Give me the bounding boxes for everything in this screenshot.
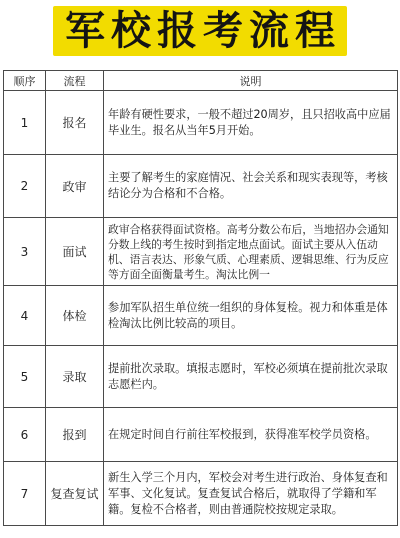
header-step: 流程: [46, 71, 104, 91]
header-order: 顺序: [4, 71, 46, 91]
row-step: 面试: [46, 218, 104, 286]
row-step: 录取: [46, 346, 104, 408]
table-row: [4, 91, 398, 155]
row-desc: 年龄有硬性要求，一般不超过20周岁，且只招收高中应届毕业生。报名从当年5月开始。: [104, 91, 398, 155]
row-order: 3: [4, 218, 46, 286]
row-order: 5: [4, 346, 46, 408]
row-order: 2: [4, 155, 46, 218]
row-step: 报到: [46, 408, 104, 462]
row-desc: 主要了解考生的家庭情况、社会关系和现实表现等，考核结论分为合格和不合格。: [104, 155, 398, 218]
row-step: 报名: [46, 91, 104, 155]
row-order: 4: [4, 286, 46, 346]
row-desc: 参加军队招生单位统一组织的身体复检。视力和体重是体检淘汰比例比较高的项目。: [104, 286, 398, 346]
table-header-row: [4, 71, 398, 91]
table-row: [4, 286, 398, 346]
row-order: 1: [4, 91, 46, 155]
table-row: [4, 155, 398, 218]
row-order: 6: [4, 408, 46, 462]
row-step: 体检: [46, 286, 104, 346]
table-row: [4, 218, 398, 286]
row-step: 复查复试: [46, 462, 104, 526]
row-step: 政审: [46, 155, 104, 218]
table-row: [4, 408, 398, 462]
table-row: [4, 462, 398, 526]
header-desc: 说明: [104, 71, 398, 91]
row-desc: 新生入学三个月内，军校会对考生进行政治、身体复查和军事、文化复试。复查复试合格后，就取得了学籍和军籍。复检不合格者，则由普通院校按规定录取。: [104, 462, 398, 526]
process-table: [3, 70, 398, 526]
header-banner: [0, 0, 400, 62]
row-desc: 在规定时间自行前往军校报到，获得准军校学员资格。: [104, 408, 398, 462]
row-order: 7: [4, 462, 46, 526]
page-title: 军校报考流程: [53, 6, 347, 56]
row-desc: 提前批次录取。填报志愿时，军校必须填在提前批次录取志愿栏内。: [104, 346, 398, 408]
row-desc: 政审合格获得面试资格。高考分数公布后，当地招办会通知分数上线的考生按时到指定地点面试。面试主要从入伍动机、语言表达、形象气质、心理素质、逻辑思维、行为反应等方面全面衡量考生。淘汰比例一: [104, 218, 398, 286]
table-row: [4, 346, 398, 408]
